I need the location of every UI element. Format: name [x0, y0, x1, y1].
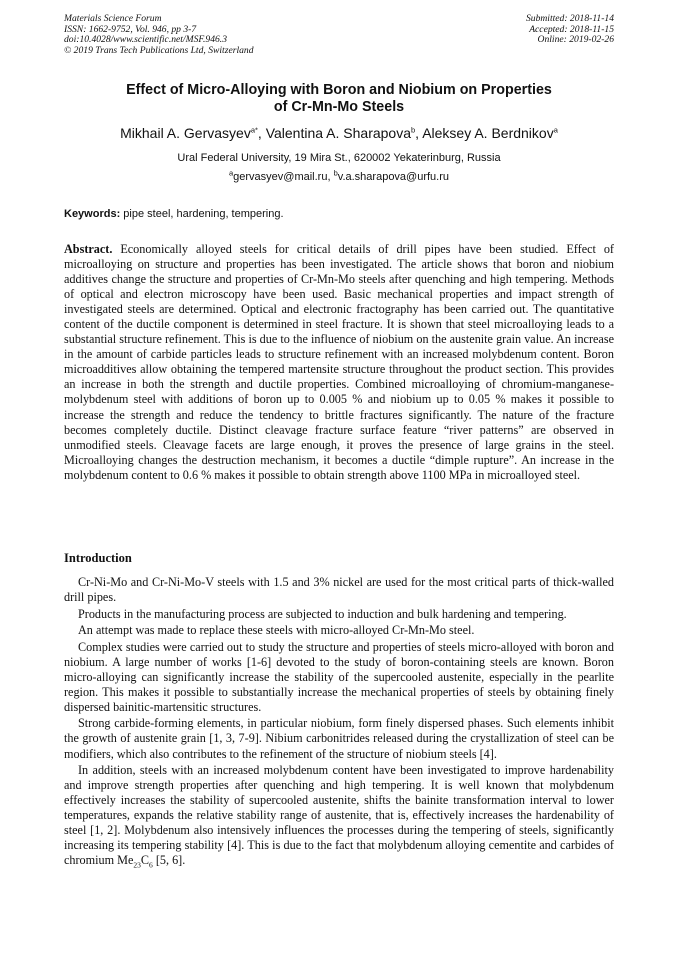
email-address: v.a.sharapova@urfu.ru [337, 171, 450, 183]
email-mark: a [228, 168, 234, 178]
paragraph: Strong carbide-forming elements, in particular niobium, form finely dispersed phases. Such elements inhibit the growth of austenite grain [1, 3, 7-9]. Nibium carbonitrides released during the crystallization of steel can be modifiers, which also contributes to the refinement of the structure of niobium steels [4]. [64, 716, 614, 761]
author-affiliation-mark: b [411, 125, 416, 135]
paragraph: An attempt was made to replace these steels with micro-alloyed Cr-Mn-Mo steel. [78, 623, 475, 638]
affiliation: Ural Federal University, 19 Mira St., 620002 Yekaterinburg, Russia [177, 152, 501, 164]
abstract-label: Abstract. [64, 242, 113, 256]
keywords-label: Keywords: [64, 208, 121, 220]
citation-text: [5, 6]. [152, 853, 186, 868]
submission-dates [526, 14, 614, 46]
chemical-formula [117, 853, 153, 870]
paragraph: Complex studies were carried out to study the structure and properties of steels micro-alloyed with boron and niobium. A large number of works [1-6] devoted to the study of boron-containing steels are known. Boron micro-alloying can significantly increase the stability of the supercooled austenite, especially in the pearlite region. This makes it possible to substantially increase the mechanical properties of steels by obtaining finely dispersed bainitic-martensitic structures. [64, 639, 614, 714]
author-affiliation-mark: a* [250, 125, 258, 135]
title-line-1: Effect of Micro-Alloying with Boron and Niobium on Properties [126, 82, 552, 98]
keywords [64, 207, 614, 221]
formula-subscript: 23 [133, 860, 141, 870]
email-separator: , [327, 171, 334, 183]
formula-subscript: 6 [149, 860, 153, 870]
author-separator: , [415, 125, 423, 141]
formula-part: Me [117, 853, 134, 868]
email-list [64, 170, 614, 184]
formula-part: C [140, 853, 150, 868]
section-heading-introduction: Introduction [64, 551, 132, 565]
issn-line: ISSN: 1662-9752, Vol. 946, pp 3-7 [64, 23, 197, 35]
paragraph: Products in the manufacturing process are subjected to induction and bulk hardening and tempering. [78, 606, 567, 621]
email-mark: b [333, 168, 338, 178]
accepted-date: Accepted: 2018-11-15 [529, 23, 614, 35]
abstract [64, 242, 614, 483]
author-name: Valentina A. Sharapova [265, 125, 411, 141]
author-list [64, 125, 614, 142]
paper-title [64, 82, 614, 116]
keywords-text: pipe steel, hardening, tempering. [120, 208, 284, 220]
copyright-line: © 2019 Trans Tech Publications Ltd, Switzerland [64, 44, 254, 56]
doi-line: doi:10.4028/www.scientific.net/MSF.946.3 [64, 34, 227, 46]
author-affiliation-mark: a [553, 125, 558, 135]
abstract-text: Economically alloyed steels for critical details of drill pipes have been studied. Effect of microalloying on structure and properties has been investigated. The article shows that boron and niobium additives change the structure and properties of Cr-Mn-Mo steels after quenching and high tempering. Methods of optical and electron microscopy have been used. Basic mechanical properties and impact strength of investigated steels are determined. Optical and electronic fractography has been carried out. The quantitative content of the ductile component is determined in steel fracture. It is shown that steel microalloying leads to a substantial structure refinement. This is due to the influence of niobium on the austenite grain value. An increase in the amount of carbide particles leads to structure refinement with an increased molybdenum content. Boron microadditives allow obtaining the tempered martensite structure throughout the product section. This provides an increase in both the strength and ductile properties. Combined microalloying of chromium-manganese-molybdenum steel with additions of boron up to 0.005 % and niobium up to 0.05 % makes it possible to increase the strength and reduce the tendency to brittle fractures significantly. The nature of the fracture becomes completely ductile. Distinct cleavage fracture surface feature “river patterns” are observed in unmodified steels. Cleavage facets are large enough, it proves the presence of large grains in the steel. Microalloying changes the destruction mechanism, it becomes a ductile “dimple rupture”. An increase in the molybdenum content to 0.6 % makes it possible to obtain strength above 1100 MPa in microalloyed steel. [64, 242, 614, 482]
paragraph-with-formula [64, 763, 614, 868]
journal-name: Materials Science Forum [64, 13, 162, 24]
author-separator: , [257, 125, 266, 141]
title-line-2: of Cr-Mn-Mo Steels [273, 99, 405, 115]
introduction-body [64, 575, 614, 870]
journal-info [64, 14, 254, 56]
author-name: Aleksey A. Berdnikov [422, 125, 554, 141]
online-date: Online: 2019-02-26 [537, 34, 614, 46]
author-name: Mikhail A. Gervasyev [120, 125, 251, 141]
paragraph-text: In addition, steels with an increased molybdenum content have been investigated to improve hardenability and improve strength properties after quenching and high tempering. It is well known that molybdenum effectively increases the stability of supercooled austenite, shifts the bainite transformation interval to lower temperatures, expands the relative stability range of austenite, that is, effectively increases the hardenability of steel [1, 2]. Molybdenum also intensively influences the processes during the tempering of steels, significantly increasing its tempering stability [4]. This is due to the fact that molybdenum alloying cementite and carbides of chromium [64, 763, 614, 868]
email-address: gervasyev@mail.ru [233, 171, 328, 183]
paragraph: Cr-Ni-Mo and Cr-Ni-Mo-V steels with 1.5 and 3% nickel are used for the most critical parts of thick-walled drill pipes. [64, 575, 614, 605]
submitted-date: Submitted: 2018-11-14 [525, 13, 614, 24]
